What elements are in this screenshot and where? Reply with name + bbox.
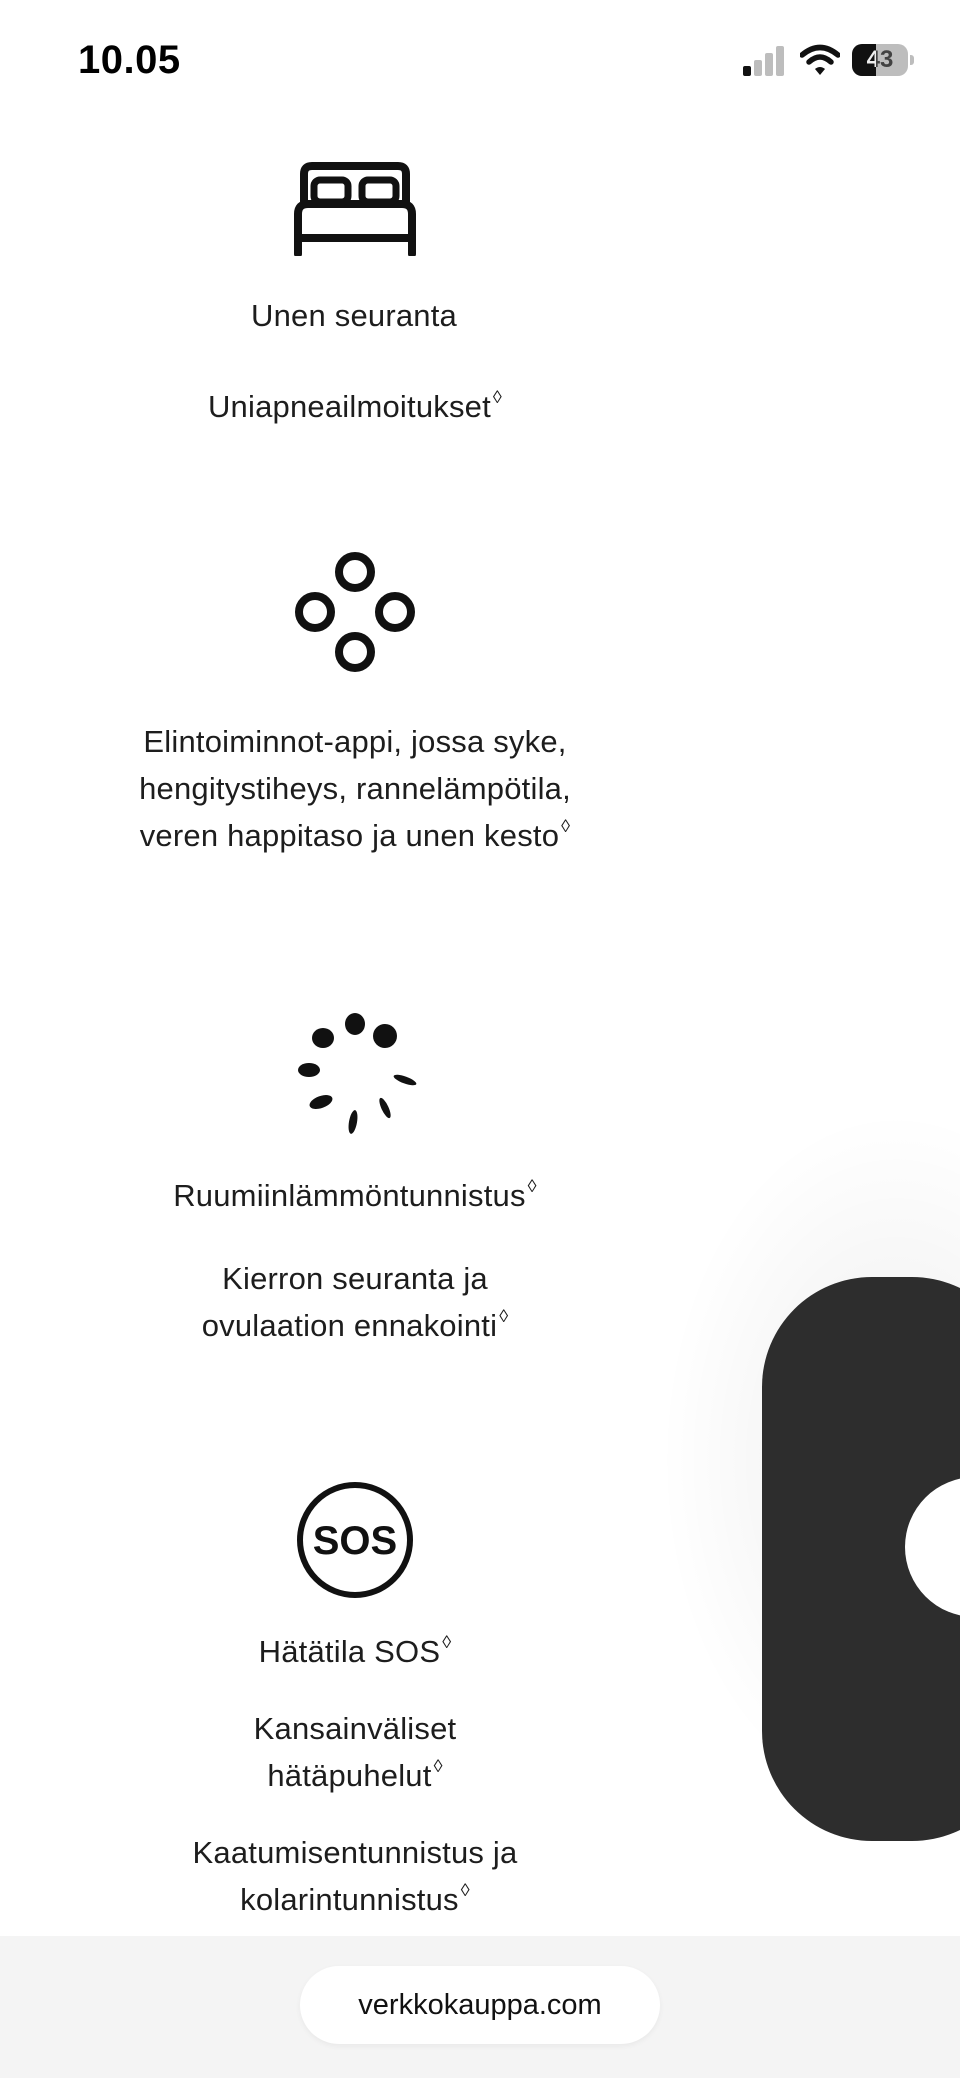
feature-group-temperature [120,1012,590,1349]
status-bar [0,0,960,110]
feature-item: Kaatumisentunnistus ja kolarintunnistus ◊ [192,1835,518,1917]
page-content [0,110,960,1936]
browser-bottom-bar [0,1936,960,2078]
bed-icon [290,162,420,256]
sos-icon-label: SOS [312,1519,398,1563]
feature-group-sos [120,1480,590,1923]
battery-level: 43 [866,46,894,73]
address-bar[interactable] [300,1966,660,2044]
feature-item: Elintoiminnot-appi, jossa syke, hengitystiheys, rannelämpötila, veren happitaso ja unen kesto ◊ [139,724,571,853]
feature-group-sleep [120,162,590,430]
feature-item: Kansainväliset hätäpuhelut ◊ [253,1711,457,1793]
address-url: verkkokauppa.com [358,1989,602,2021]
feature-item: Uniapneailmoitukset ◊ [207,387,503,424]
feature-item: Hätätila SOS ◊ [258,1632,452,1669]
temperature-sensing-icon [293,1012,417,1136]
wifi-icon [800,44,840,76]
status-time: 10.05 [78,38,181,82]
sos-icon [295,1480,415,1600]
feature-item: Ruumiinlämmöntunnistus ◊ [173,1176,537,1213]
cellular-signal-icon [743,46,785,76]
feature-item: Unen seuranta [251,298,457,333]
feature-group-vitals [120,550,590,859]
feature-item: Kierron seuranta ja ovulaation ennakointi ◊ [201,1261,509,1343]
vitals-icon [293,550,417,674]
battery-icon [852,44,914,76]
